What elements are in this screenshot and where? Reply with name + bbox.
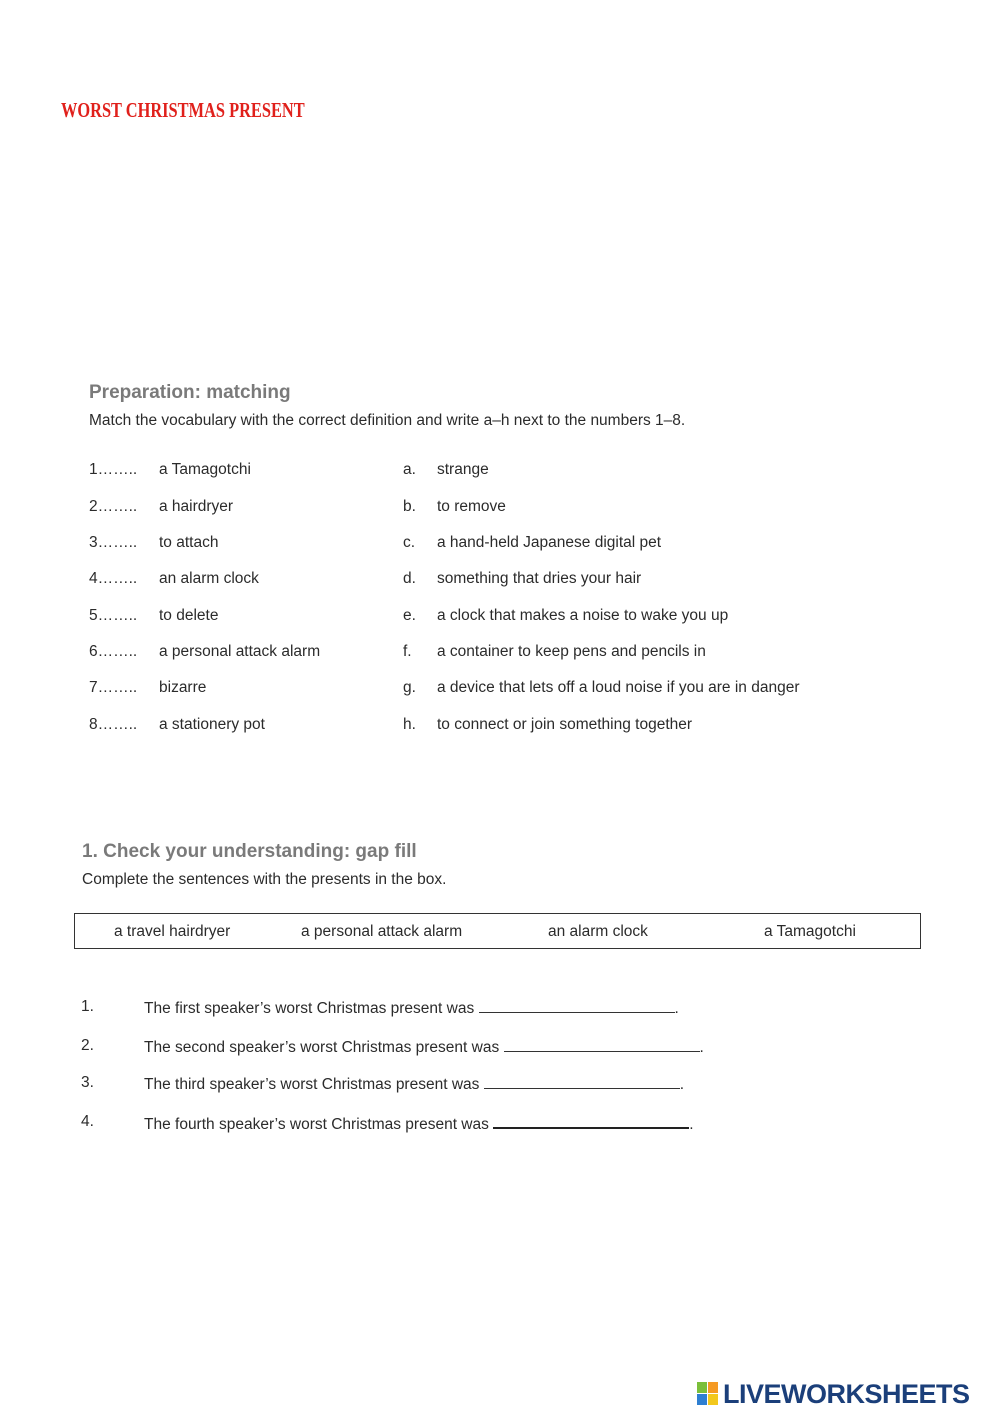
- sentence-text: The third speaker’s worst Christmas present was: [144, 1076, 480, 1093]
- matching-row: [0, 498, 1000, 522]
- gapfill-instruction: Complete the sentences with the presents in the box.: [82, 871, 447, 888]
- matching-row: [0, 679, 1000, 703]
- worksheet-title: WORST CHRISTMAS PRESENT: [61, 98, 305, 122]
- matching-row: [0, 716, 1000, 740]
- definition-letter: c.: [403, 534, 416, 551]
- answer-blank[interactable]: [479, 998, 675, 1013]
- gapfill-heading: 1. Check your understanding: gap fill: [82, 841, 417, 862]
- definition-letter: e.: [403, 607, 416, 624]
- matching-row: [0, 534, 1000, 558]
- definition-text: to connect or join something together: [437, 716, 693, 733]
- item-number[interactable]: 3……..: [89, 534, 138, 551]
- matching-row: [0, 643, 1000, 667]
- preparation-instruction: Match the vocabulary with the correct definition and write a–h next to the numbers 1–8.: [89, 412, 686, 429]
- gapfill-row: [0, 1074, 1000, 1098]
- sentence-end: .: [679, 1076, 685, 1093]
- definition-letter: f.: [403, 643, 412, 660]
- item-term: a personal attack alarm: [159, 643, 321, 660]
- liveworksheets-logo-icon: [697, 1382, 719, 1406]
- sentence-end: .: [699, 1039, 704, 1056]
- definition-text: a hand-held Japanese digital pet: [437, 534, 662, 551]
- sentence-number: 3.: [81, 1074, 94, 1091]
- word-box: [74, 913, 921, 949]
- item-number[interactable]: 8……..: [89, 716, 138, 733]
- gapfill-row: [0, 998, 1000, 1022]
- sentence-text: The fourth speaker’s worst Christmas present was: [144, 1116, 489, 1133]
- sentence-number: 1.: [81, 998, 94, 1015]
- word-box-item: a Tamagotchi: [764, 923, 856, 940]
- item-number[interactable]: 6……..: [89, 643, 138, 660]
- sentence-end: .: [689, 1116, 694, 1133]
- definition-text: a container to keep pens and pencils in: [437, 643, 706, 660]
- gapfill-row: [0, 1037, 1000, 1061]
- sentence-text: The second speaker’s worst Christmas present was: [144, 1039, 500, 1056]
- liveworksheets-logo[interactable]: [697, 1380, 997, 1410]
- definition-letter: h.: [403, 716, 416, 733]
- definition-text: a device that lets off a loud noise if you are in danger: [437, 679, 800, 696]
- item-number[interactable]: 4……..: [89, 570, 138, 587]
- sentence-number: 2.: [81, 1037, 94, 1054]
- item-number[interactable]: 5……..: [89, 607, 138, 624]
- logo-text: LIVEWORKSHEETS: [723, 1379, 970, 1409]
- item-term: to delete: [159, 607, 219, 624]
- definition-text: strange: [437, 461, 489, 478]
- word-box-item: an alarm clock: [548, 923, 648, 940]
- sentence-end: .: [674, 1000, 679, 1017]
- word-box-item: a travel hairdryer: [114, 923, 231, 940]
- sentence-text: The first speaker’s worst Christmas present was: [144, 1000, 475, 1017]
- matching-row: [0, 607, 1000, 631]
- definition-letter: b.: [403, 498, 416, 515]
- word-box-item: a personal attack alarm: [301, 923, 463, 940]
- definition-letter: g.: [403, 679, 416, 696]
- item-number[interactable]: 7……..: [89, 679, 138, 696]
- definition-text: a clock that makes a noise to wake you up: [437, 607, 729, 624]
- item-number[interactable]: 2……..: [89, 498, 138, 515]
- item-term: a Tamagotchi: [159, 461, 251, 478]
- item-term: an alarm clock: [159, 570, 259, 587]
- item-number[interactable]: 1……..: [89, 461, 138, 478]
- item-term: bizarre: [159, 679, 207, 696]
- item-term: a hairdryer: [159, 498, 234, 515]
- answer-blank[interactable]: [504, 1037, 700, 1052]
- definition-letter: a.: [403, 461, 416, 478]
- item-term: to attach: [159, 534, 219, 551]
- answer-blank[interactable]: [493, 1113, 689, 1129]
- answer-blank[interactable]: [484, 1074, 680, 1089]
- gapfill-row: [0, 1113, 1000, 1137]
- definition-text: to remove: [437, 498, 506, 515]
- sentence-number: 4.: [81, 1113, 94, 1130]
- matching-row: [0, 461, 1000, 485]
- item-term: a stationery pot: [159, 716, 265, 733]
- preparation-heading: Preparation: matching: [89, 382, 291, 403]
- matching-row: [0, 570, 1000, 594]
- definition-letter: d.: [403, 570, 416, 587]
- definition-text: something that dries your hair: [437, 570, 642, 587]
